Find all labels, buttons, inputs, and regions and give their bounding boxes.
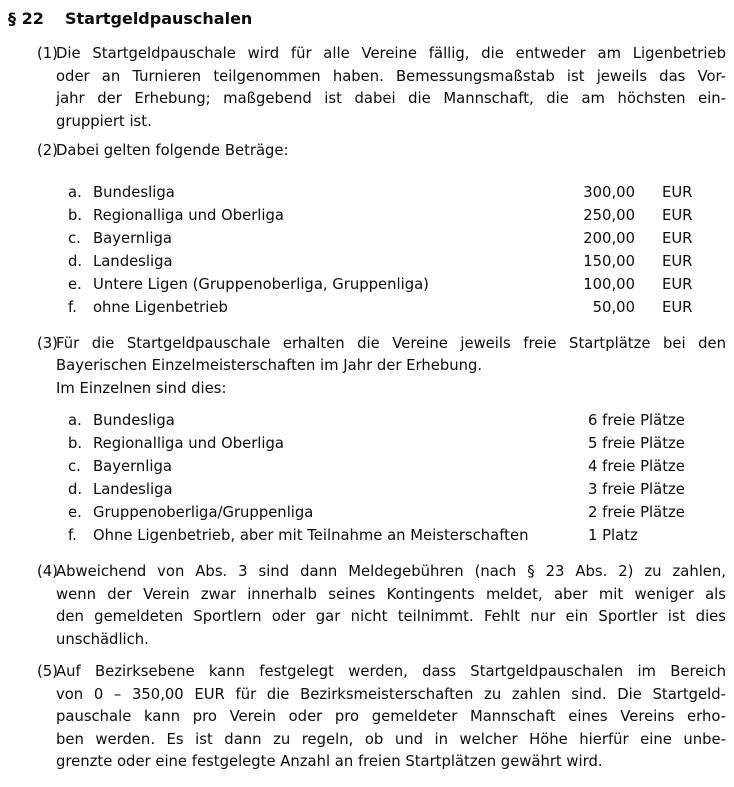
text-line: Für die Startgeldpauschale erhalten die Vereine jeweils freie Startplätze bei den bbox=[56, 334, 726, 352]
fee-row bbox=[68, 181, 696, 204]
fee-row bbox=[68, 250, 696, 273]
fee-amount: 250,00 bbox=[583, 206, 635, 224]
fee-currency: EUR bbox=[662, 229, 693, 247]
paragraph-4 bbox=[37, 561, 726, 651]
fee-currency: EUR bbox=[662, 183, 693, 201]
list-marker: e. bbox=[68, 275, 82, 293]
fee-amount: 100,00 bbox=[583, 275, 635, 293]
list-marker: b. bbox=[68, 435, 83, 452]
list-marker: b. bbox=[68, 206, 83, 224]
text-line: Bayerischen Einzelmeisterschaften im Jahr der Erhebung. bbox=[56, 357, 483, 374]
places-row bbox=[68, 409, 696, 432]
paragraph-3 bbox=[37, 333, 726, 401]
document-page bbox=[0, 7, 734, 787]
league-label: Landesliga bbox=[93, 252, 173, 270]
text-line: Die Startgeldpauschale wird für alle Vereine fällig, die entweder am Ligenbetrieb bbox=[56, 45, 726, 62]
free-places-value: 5 freie Plätze bbox=[588, 435, 685, 452]
league-label: Bayernliga bbox=[93, 458, 172, 475]
paragraph-3-marker: (3) bbox=[37, 334, 58, 352]
free-places-value: 4 freie Plätze bbox=[588, 458, 685, 475]
list-marker: a. bbox=[68, 183, 82, 201]
league-label: Gruppenoberliga/Gruppenliga bbox=[93, 504, 314, 521]
free-places-value: 6 freie Plätze bbox=[588, 412, 685, 429]
paragraph-1 bbox=[37, 43, 726, 133]
list-marker: c. bbox=[68, 229, 81, 247]
places-row bbox=[68, 524, 696, 547]
free-places-value: 2 freie Plätze bbox=[588, 504, 685, 521]
text-line: wenn der Verein zwar innerhalb seines Kontingents meldet, aber mit weniger als bbox=[56, 585, 726, 603]
league-label: Landesliga bbox=[93, 481, 173, 498]
league-label: Regionalliga und Oberliga bbox=[93, 435, 284, 452]
paragraph-5-text bbox=[56, 661, 726, 774]
text-line: oder an Turnieren teilgenommen haben. Bemessungsmaßstab ist jeweils das Vor- bbox=[56, 67, 726, 85]
league-label: ohne Ligenbetrieb bbox=[93, 298, 228, 316]
places-row bbox=[68, 432, 696, 455]
paragraph-1-marker: (1) bbox=[37, 45, 58, 62]
fee-list bbox=[68, 181, 696, 319]
list-marker: a. bbox=[68, 412, 82, 429]
fee-amount: 300,00 bbox=[583, 183, 635, 201]
section-heading bbox=[8, 7, 726, 30]
fee-row bbox=[68, 273, 696, 296]
fee-amount: 150,00 bbox=[583, 252, 635, 270]
fee-currency: EUR bbox=[662, 252, 693, 270]
list-marker: f. bbox=[68, 298, 77, 316]
list-marker: e. bbox=[68, 504, 82, 521]
fee-currency: EUR bbox=[662, 275, 693, 293]
paragraph-5 bbox=[37, 661, 726, 774]
text-line: von 0 – 350,00 EUR für die Bezirksmeisterschaften zu zahlen sind. Die Startgeld- bbox=[56, 685, 726, 703]
list-marker: f. bbox=[68, 527, 77, 544]
paragraph-1-text bbox=[56, 43, 726, 133]
paragraph-2-text bbox=[56, 140, 726, 163]
league-label: Ohne Ligenbetrieb, aber mit Teilnahme an Meisterschaften bbox=[93, 527, 529, 544]
text-line: ben werden. Es ist dann zu regeln, ob und in welcher Höhe hierfür eine unbe- bbox=[56, 730, 726, 748]
fee-currency: EUR bbox=[662, 298, 693, 316]
fee-amount: 200,00 bbox=[583, 229, 635, 247]
paragraph-2-marker: (2) bbox=[37, 142, 58, 159]
section-title: Startgeldpauschalen bbox=[65, 9, 253, 28]
league-label: Bayernliga bbox=[93, 229, 172, 247]
paragraph-5-marker: (5) bbox=[37, 663, 58, 680]
list-marker: d. bbox=[68, 481, 83, 498]
league-label: Untere Ligen (Gruppenoberliga, Gruppenliga) bbox=[93, 275, 429, 293]
free-places-value: 3 freie Plätze bbox=[588, 481, 685, 498]
list-marker: d. bbox=[68, 252, 83, 270]
text-line: Im Einzelnen sind dies: bbox=[56, 379, 227, 397]
places-row bbox=[68, 455, 696, 478]
text-line: pauschale kann pro Verein oder pro gemeldeter Mannschaft eines Vereins erho- bbox=[56, 708, 726, 725]
free-places-value: 1 Platz bbox=[588, 527, 638, 544]
league-label: Regionalliga und Oberliga bbox=[93, 206, 284, 224]
league-label: Bundesliga bbox=[93, 412, 175, 429]
paragraph-4-text bbox=[56, 561, 726, 651]
text-line: gruppiert ist. bbox=[56, 112, 152, 130]
section-number: § 22 bbox=[8, 9, 44, 28]
text-line: grenzte oder eine festgelegte Anzahl an freien Startplätzen gewährt wird. bbox=[56, 753, 603, 770]
paragraph-2 bbox=[37, 140, 726, 163]
fee-row bbox=[68, 296, 696, 319]
list-marker: c. bbox=[68, 458, 81, 475]
league-label: Bundesliga bbox=[93, 183, 175, 201]
text-line: unschädlich. bbox=[56, 630, 149, 648]
places-row bbox=[68, 478, 696, 501]
places-row bbox=[68, 501, 696, 524]
paragraph-3-text bbox=[56, 333, 726, 401]
text-line: Abweichend von Abs. 3 sind dann Meldegebühren (nach § 23 Abs. 2) zu zahlen, bbox=[56, 563, 726, 580]
fee-currency: EUR bbox=[662, 206, 693, 224]
paragraph-4-marker: (4) bbox=[37, 563, 58, 580]
fee-amount: 50,00 bbox=[592, 298, 635, 316]
text-line: Dabei gelten folgende Beträge: bbox=[56, 142, 289, 159]
fee-row bbox=[68, 227, 696, 250]
text-line: den gemeldeten Sportlern oder gar nicht teilnimmt. Fehlt nur ein Sportler ist dies bbox=[56, 608, 726, 625]
fee-row bbox=[68, 204, 696, 227]
text-line: jahr der Erhebung; maßgebend ist dabei die Mannschaft, die am höchsten ein- bbox=[56, 90, 726, 107]
text-line: Auf Bezirksebene kann festgelegt werden, dass Startgeldpauschalen im Bereich bbox=[56, 663, 726, 680]
free-places-list bbox=[68, 409, 696, 547]
